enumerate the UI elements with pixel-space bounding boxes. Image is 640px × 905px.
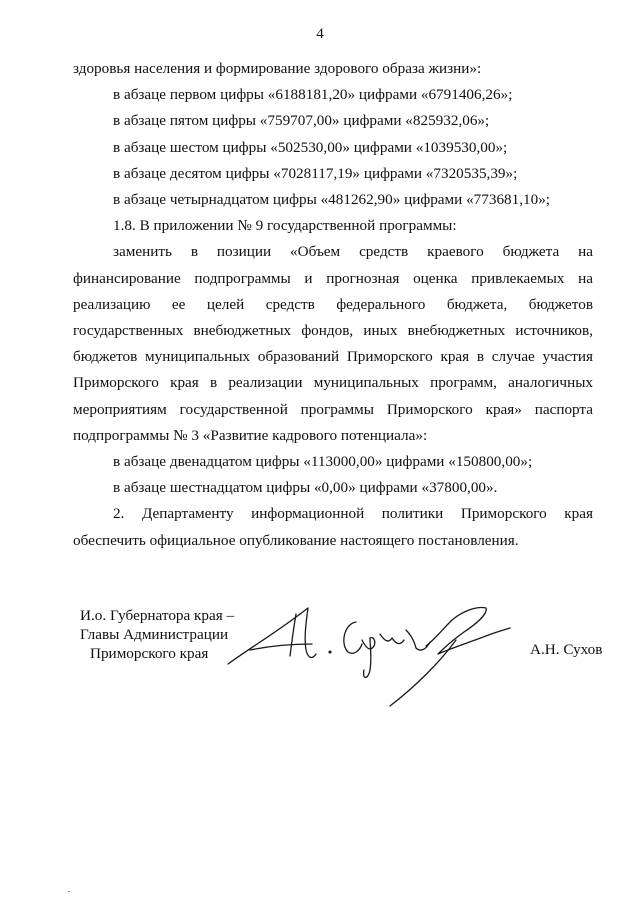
document-body: [73, 56, 593, 554]
replace-clause-line-7: мероприятиям государственной программы Приморского края» паспорта: [73, 400, 593, 418]
amendment-line-6: в абзаце двенадцатом цифры «113000,00» цифрами «150800,00»;: [113, 453, 533, 471]
amendment-line-7: в абзаце шестнадцатом цифры «0,00» цифрами «37800,00».: [113, 479, 498, 497]
replace-clause-line-1: заменить в позиции «Объем средств краевого бюджета на: [113, 243, 593, 261]
replace-clause-line-3: реализацию ее целей средств федерального бюджета, бюджетов: [73, 295, 593, 313]
signer-title-line-3: Приморского края: [90, 645, 209, 662]
amendment-line-5: в абзаце четырнадцатом цифры «481262,90» цифрами «773681,10»;: [113, 191, 551, 209]
signature-block: [0, 600, 640, 720]
amendment-line-4: в абзаце десятом цифры «7028117,19» цифрами «7320535,39»;: [113, 164, 518, 182]
amendment-line-1: в абзаце первом цифры «6188181,20» цифрами «6791406,26»;: [113, 86, 513, 104]
replace-clause-line-2: финансирование подпрограммы и прогнозная оценка привлекаемых на: [73, 269, 593, 287]
scan-speck: [68, 891, 70, 892]
item-2-line-1: 2. Департаменту информационной политики Приморского края: [113, 505, 593, 523]
replace-clause-line-6: Приморского края в реализации муниципальных программ, аналогичных: [73, 374, 593, 392]
amendment-line-2: в абзаце пятом цифры «759707,00» цифрами «825932,06»;: [113, 112, 490, 130]
signer-name: А.Н. Сухов: [530, 641, 603, 658]
signer-title-line-1: И.о. Губернатора края –: [80, 607, 235, 624]
signer-title-line-2: Главы Администрации: [80, 626, 229, 643]
paragraph-continuation: здоровья населения и формирование здорового образа жизни»:: [73, 60, 482, 77]
amendment-line-3: в абзаце шестом цифры «502530,00» цифрами «1039530,00»;: [113, 138, 508, 156]
replace-clause-line-8: подпрограммы № 3 «Развитие кадрового потенциала»:: [73, 426, 428, 444]
replace-clause-line-4: государственных внебюджетных фондов, иных внебюджетных источников,: [73, 322, 593, 340]
handwritten-signature: [220, 600, 520, 720]
replace-clause-line-5: бюджетов муниципальных образований Приморского края в случае участия: [73, 348, 593, 366]
item-2-line-2: обеспечить официальное опубликование настоящего постановления.: [73, 531, 519, 549]
section-heading-1-8: 1.8. В приложении № 9 государственной программы:: [113, 217, 457, 235]
page-number: 4: [316, 26, 324, 42]
